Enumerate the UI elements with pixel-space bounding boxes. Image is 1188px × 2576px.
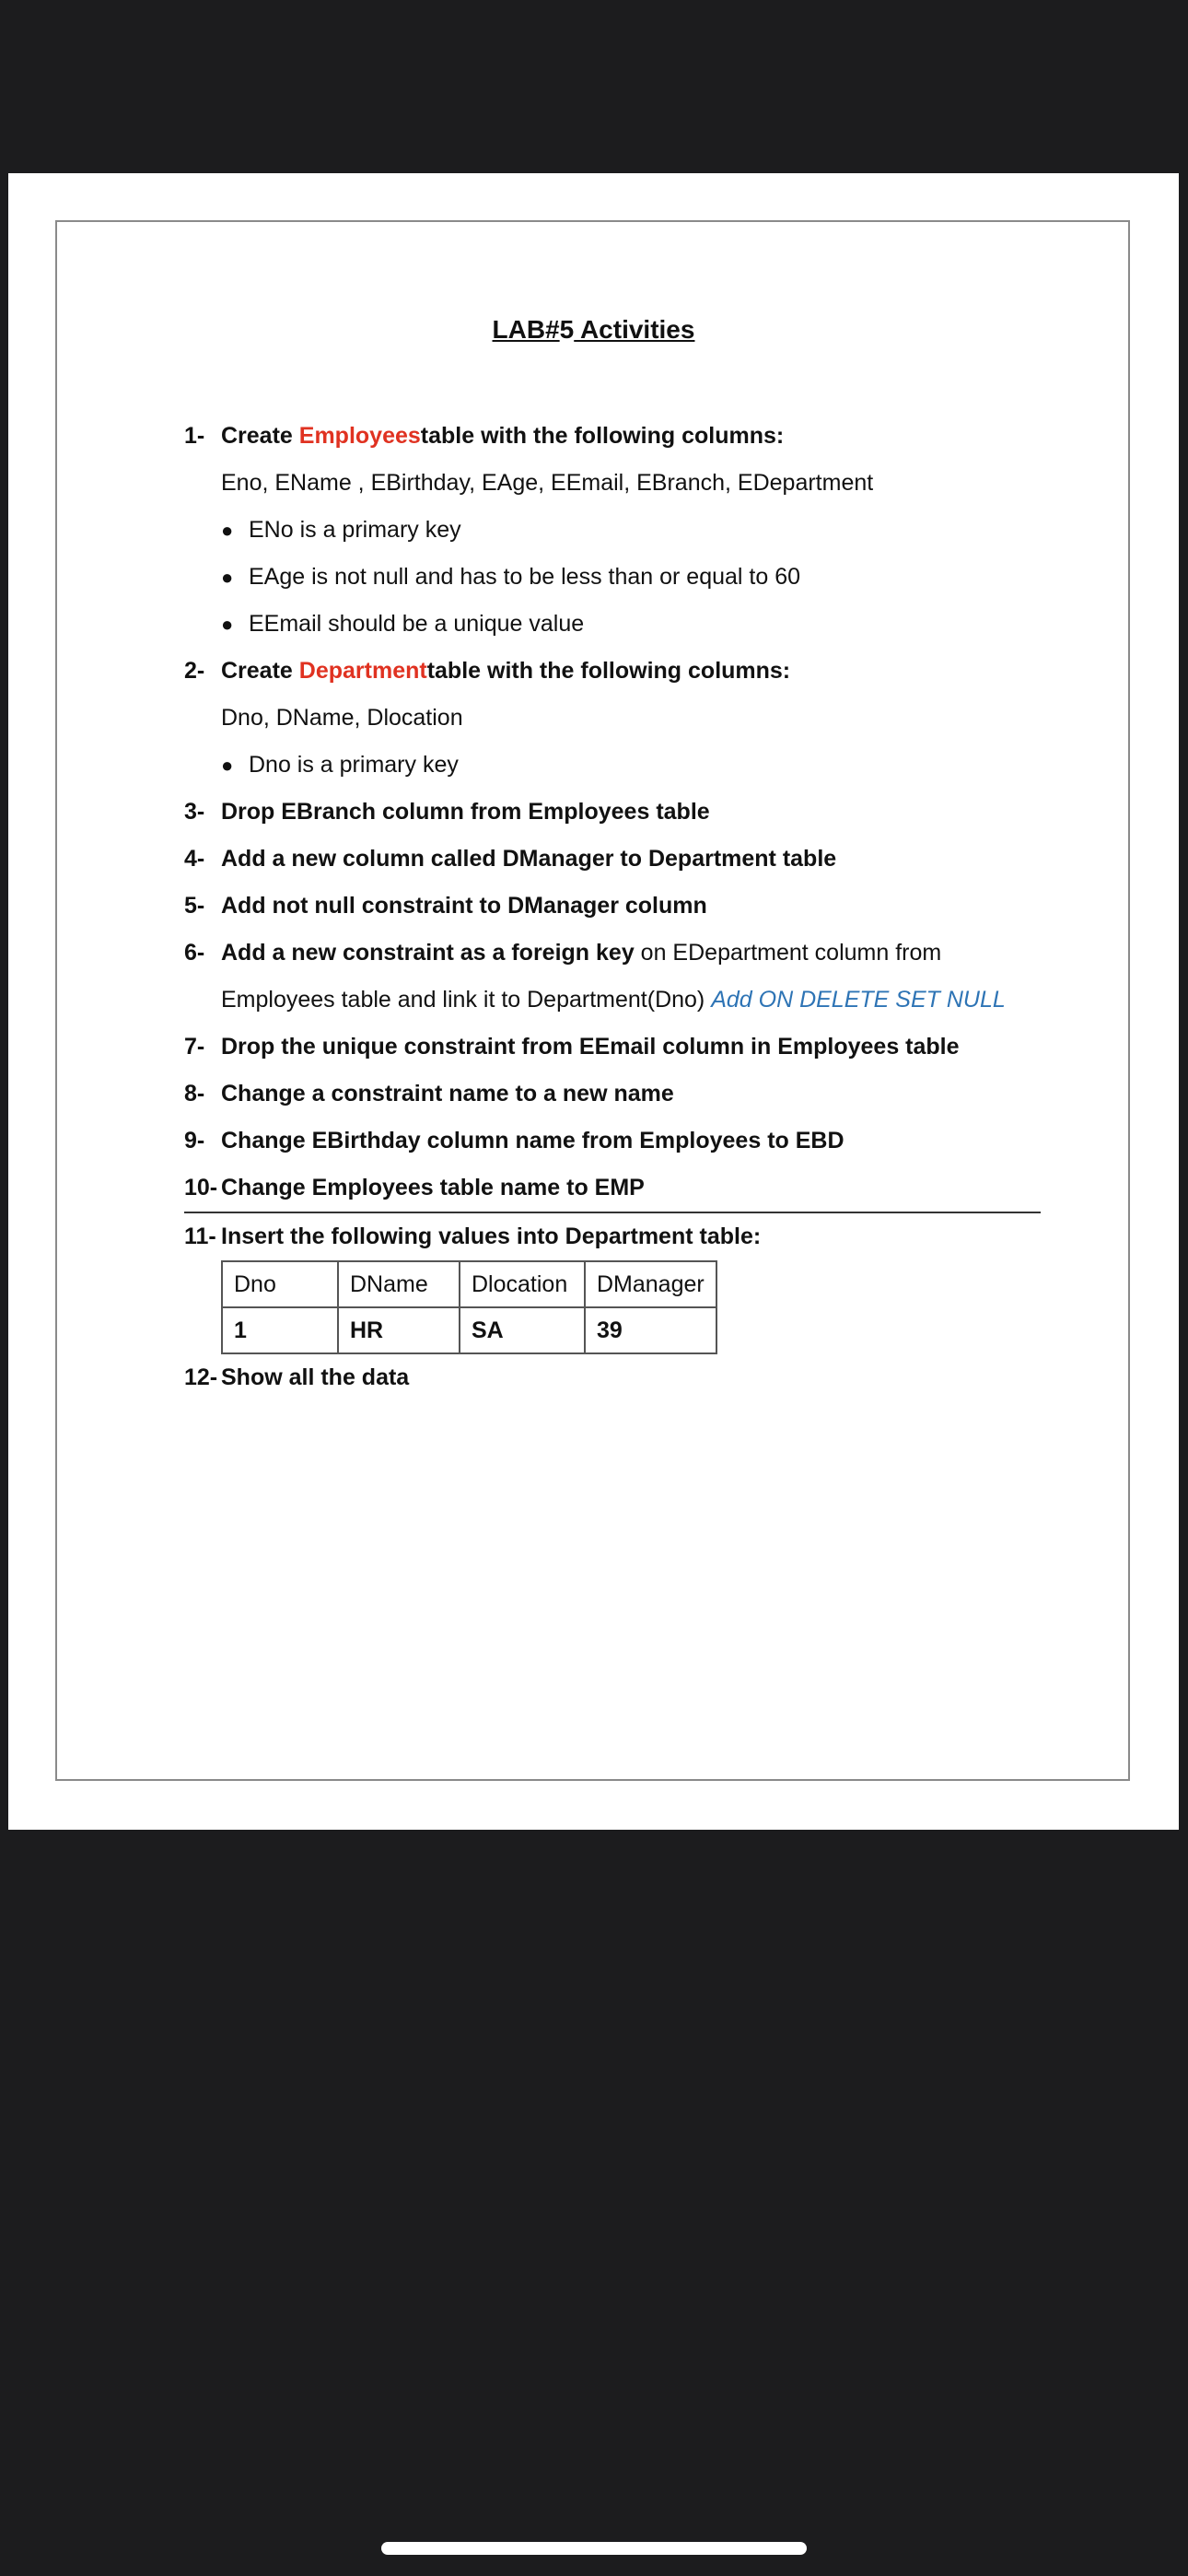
item-4 [184, 836, 1050, 883]
item-number: 7- [184, 1034, 205, 1060]
page-title [8, 315, 1179, 345]
bullet-text: EEmail should be a unique value [249, 611, 585, 637]
item-number: 11- [184, 1224, 216, 1249]
department-values-table [221, 1260, 717, 1354]
title-number: 5 [559, 315, 575, 344]
item-number: 9- [184, 1128, 205, 1153]
item-7 [184, 1024, 1050, 1071]
bullet-icon: ● [221, 518, 234, 542]
item-number: 6- [184, 940, 205, 966]
item-text: Change EBirthday column name from Employees to EBD [221, 1128, 844, 1153]
item-number: 5- [184, 893, 205, 919]
title-lab: LAB# [492, 315, 560, 344]
employees-highlight: Employees [298, 423, 421, 449]
bullet-text: ENo is a primary key [249, 517, 461, 543]
item-text: Create [221, 658, 293, 684]
item-11 [184, 1213, 1050, 1260]
document-content [184, 315, 1050, 1401]
title-activities: Activities [574, 315, 695, 344]
item-text: Change a constraint name to a new name [221, 1081, 674, 1107]
bullet-item [184, 601, 1050, 648]
item-number: 2- [184, 658, 205, 684]
item-text: on EDepartment column from [634, 940, 942, 966]
item-1 [184, 413, 1050, 460]
item-text: table with the following columns: [420, 423, 785, 449]
item-number: 3- [184, 799, 205, 825]
table-cell: HR [338, 1307, 460, 1353]
item-text: Employees table and link it to Department(Dno) [221, 987, 712, 1013]
item-text: Change Employees table name to EMP [221, 1175, 645, 1200]
item-1-columns: Eno, EName , EBirthday, EAge, EEmail, EBranch, EDepartment [221, 470, 874, 496]
item-text: table with the following columns: [426, 658, 791, 684]
item-3 [184, 789, 1050, 836]
item-text: Drop EBranch column from Employees table [221, 799, 710, 825]
bullet-item [184, 554, 1050, 601]
item-12 [184, 1354, 1050, 1401]
item-5 [184, 883, 1050, 930]
bullet-item [184, 742, 1050, 789]
item-2-columns: Dno, DName, Dlocation [221, 705, 463, 731]
item-text: Insert the following values into Department table: [221, 1224, 762, 1249]
home-indicator[interactable] [381, 2542, 807, 2555]
table-header-row [222, 1261, 716, 1307]
item-number: 12- [184, 1364, 218, 1390]
bullet-text: Dno is a primary key [249, 752, 459, 778]
table-header: Dlocation [460, 1261, 585, 1307]
table-row [222, 1307, 716, 1353]
table-header: DManager [585, 1261, 716, 1307]
item-text: Drop the unique constraint from EEmail column in Employees table [221, 1034, 960, 1060]
item-number: 4- [184, 846, 205, 872]
bullet-icon: ● [221, 612, 234, 636]
item-text: Add a new column called DManager to Department table [221, 846, 837, 872]
item-text: Show all the data [221, 1364, 410, 1390]
table-cell: 1 [222, 1307, 338, 1353]
item-2 [184, 648, 1050, 695]
item-6 [184, 930, 1050, 977]
item-text: Create [221, 423, 293, 449]
table-header: Dno [222, 1261, 338, 1307]
item-number: 10- [184, 1175, 218, 1200]
bullet-icon: ● [221, 565, 234, 589]
bullet-text: EAge is not null and has to be less than or equal to 60 [249, 564, 801, 590]
bullet-item [184, 507, 1050, 554]
document-page [8, 173, 1179, 1830]
bullet-icon: ● [221, 753, 234, 777]
table-cell: SA [460, 1307, 585, 1353]
table-cell: 39 [585, 1307, 716, 1353]
item-text: Add not null constraint to DManager column [221, 893, 707, 919]
item-number: 8- [184, 1081, 205, 1107]
department-highlight: Department [298, 658, 427, 684]
on-delete-note: Add ON DELETE SET NULL [711, 987, 1006, 1013]
item-text: Add a new constraint as a foreign key [221, 940, 635, 966]
item-10 [184, 1165, 1041, 1213]
item-8 [184, 1071, 1050, 1118]
item-number: 1- [184, 423, 205, 449]
item-9 [184, 1118, 1050, 1165]
item-6-continued [184, 977, 1050, 1024]
table-header: DName [338, 1261, 460, 1307]
